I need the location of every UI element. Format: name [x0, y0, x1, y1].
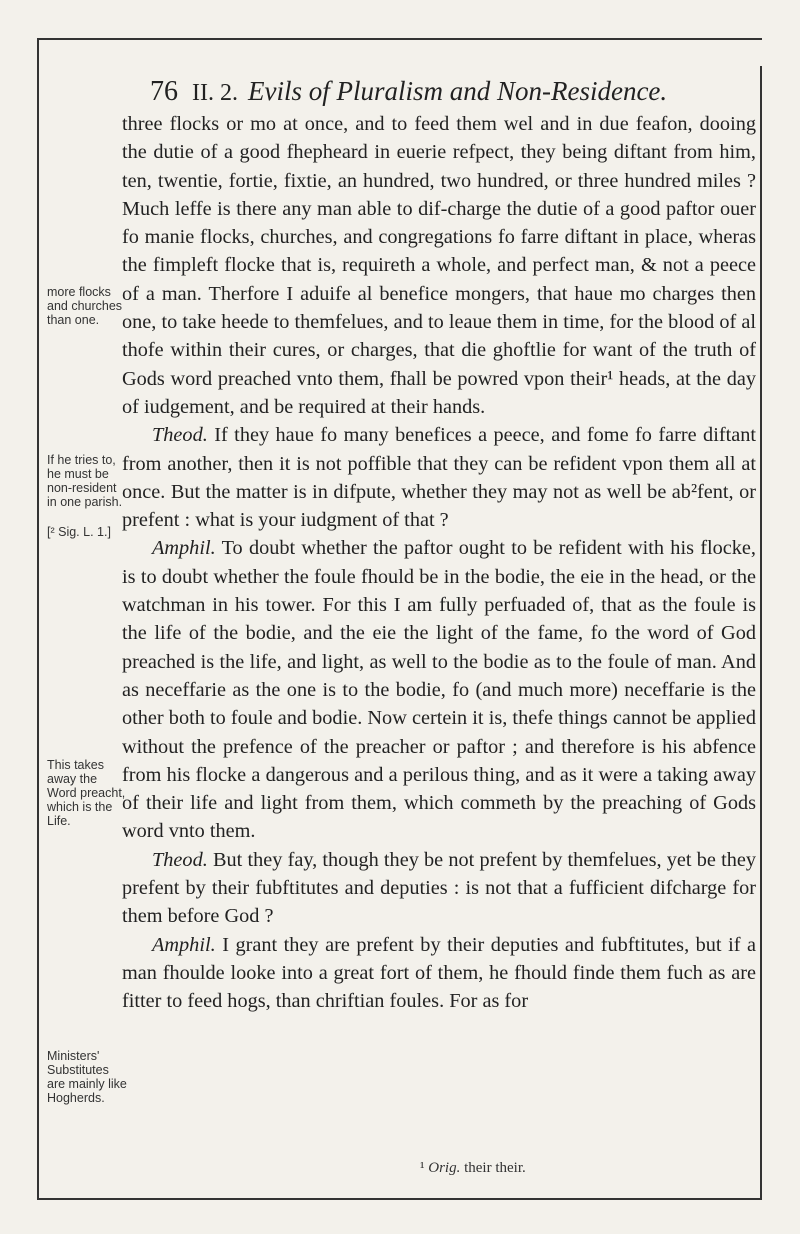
speaker-name: Theod.: [152, 848, 208, 871]
paragraph-text: If they haue fo many benefices a peece, and fome fo farre diftant from another, then it is not poffible that they can be refident vpon them all at once. But the matter is in difpute, whether they may not as well be ab²fent, or prefent : what is your iudgment of that ?: [122, 424, 756, 532]
frame-top-rule: [37, 38, 762, 40]
sidenote-more-flocks: more flocks and churches than one.: [47, 285, 123, 327]
speaker-name: Amphil.: [152, 537, 216, 560]
page-number: 76: [150, 76, 178, 107]
section-number: II. 2.: [192, 80, 238, 106]
paragraph: [122, 421, 756, 534]
sidenote-signature: [² Sig. L. 1.]: [47, 525, 111, 539]
paragraph-text: But they fay, though they be not prefent by themfelues, yet be they prefent by their fubftitutes and deputies : is not that a fufficient difcharge for them before God ?: [122, 848, 756, 928]
paragraph: [122, 931, 756, 1016]
sidenote-word-preacht: This takes away the Word preacht, which is the Life.: [47, 758, 126, 828]
footnote: [420, 1160, 526, 1177]
paragraph: [122, 846, 756, 931]
footnote-label: Orig.: [428, 1160, 461, 1176]
speaker-name: Amphil.: [152, 933, 216, 956]
frame-bottom-rule: [37, 1198, 762, 1200]
speaker-name: Theod.: [152, 424, 208, 447]
footnote-text: their their.: [464, 1160, 526, 1176]
paragraph: [122, 534, 756, 845]
page-title: Evils of Pluralism and Non-Residence.: [247, 76, 668, 106]
paragraph: three flocks or mo at once, and to feed them wel and in due feafon, dooing the dutie of a good fhepheard in euerie refpect, they being diftant from him, ten, twentie, fortie, fixtie, an hundred, two hundred, or three hundred miles ? Much leffe is there any man able to dif-charge the dutie of a good paftor ouer fo manie flocks, churches, and congregations fo farre diftant in place, wheras the fimpleft flocke that is, requireth a whole, and perfect man, & not a peece of a man. Therfore I aduife al benefice mongers, that haue mo charges then one, to take heede to themfelues, and to leaue them in time, for the blood of al thofe within their cures, or charges, that die ghoftlie for want of the truth of Gods word preached vnto them, fhall be powred vpon their¹ heads, at the day of iudgement, and be required at their hands.: [122, 113, 756, 418]
footnote-marker: ¹: [420, 1160, 425, 1176]
body-text: [122, 110, 756, 1016]
sidenote-non-resident: If he tries to, he must be non-resident in one parish.: [47, 453, 123, 509]
frame-left-rule: [37, 38, 39, 1200]
paragraph-text: To doubt whether the paftor ought to be refident with his flocke, is to doubt whether the foule fhould be in the bodie, the eie in the head, or the watchman in his tower. For this I am fully perfuaded of, that as the foule is the life of the bodie, and the eie the light of the fame, fo the word of God preached is the life, and light, as well to the bodie as to the foule of man. And as neceffarie as the one is to the bodie, fo (and much more) neceffarie is the other both to foule and bodie. Now certein it is, thefe things cannot be applied without the prefence of the preacher or paftor ; and therefore is his abfence from his flocke a dangerous and a perilous thing, and as it were a taking away of their life and light from them, which commeth by the preaching of Gods word vnto them.: [122, 537, 756, 843]
running-header: [150, 76, 750, 108]
frame-right-rule: [760, 66, 762, 1200]
paragraph-text: I grant they are prefent by their deputies and fubftitutes, but if a man fhoulde looke into a great fort of them, he fhould finde them fuch as are fitter to feed hogs, than chriftian foules. For as for: [122, 933, 756, 1013]
sidenote-ministers-substitutes: Ministers' Substitutes are mainly like Hogherds.: [47, 1049, 127, 1105]
